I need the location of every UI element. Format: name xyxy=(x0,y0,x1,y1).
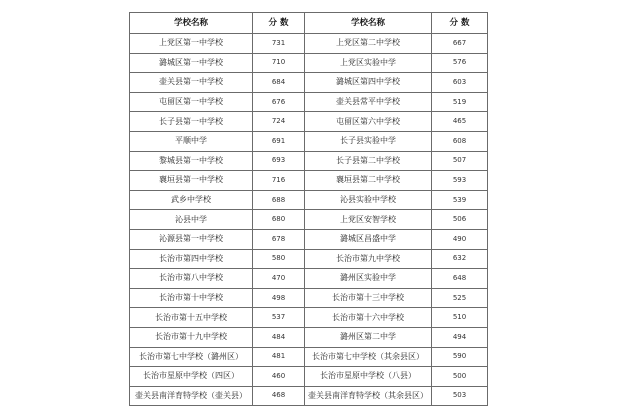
school-name-right-cell: 长治市第七中学校（其余县区） xyxy=(305,347,432,367)
score-right-cell: 590 xyxy=(432,347,488,367)
table-row xyxy=(130,367,488,387)
score-left-cell: 470 xyxy=(253,269,305,289)
school-name-right-cell: 长治市星原中学校（八县） xyxy=(305,367,432,387)
school-name-right-cell: 襄垣县第二中学校 xyxy=(305,171,432,191)
school-name-left-cell: 长子县第一中学校 xyxy=(130,112,253,132)
header-school-name-left: 学校名称 xyxy=(130,13,253,34)
score-right-cell: 519 xyxy=(432,92,488,112)
school-name-right-cell: 沁县实验中学校 xyxy=(305,190,432,210)
table-row xyxy=(130,386,488,406)
table-row xyxy=(130,112,488,132)
table-row xyxy=(130,73,488,93)
score-right-cell: 576 xyxy=(432,53,488,73)
table-row xyxy=(130,210,488,230)
school-name-left-cell: 壶关县第一中学校 xyxy=(130,73,253,93)
score-left-cell: 688 xyxy=(253,190,305,210)
table-row xyxy=(130,269,488,289)
school-name-left-cell: 武乡中学校 xyxy=(130,190,253,210)
score-left-cell: 580 xyxy=(253,249,305,269)
school-name-right-cell: 长子县实验中学 xyxy=(305,131,432,151)
score-right-cell: 667 xyxy=(432,34,488,54)
school-name-right-cell: 潞州区实验中学 xyxy=(305,269,432,289)
school-name-left-cell: 潞城区第一中学校 xyxy=(130,53,253,73)
school-name-right-cell: 长子县第二中学校 xyxy=(305,151,432,171)
table-row xyxy=(130,190,488,210)
score-left-cell: 484 xyxy=(253,327,305,347)
score-left-cell: 676 xyxy=(253,92,305,112)
school-name-left-cell: 平顺中学 xyxy=(130,131,253,151)
table-row xyxy=(130,171,488,191)
school-name-left-cell: 长治市第十九中学校 xyxy=(130,327,253,347)
school-name-left-cell: 沁源县第一中学校 xyxy=(130,229,253,249)
school-name-right-cell: 壶关县常平中学校 xyxy=(305,92,432,112)
score-right-cell: 503 xyxy=(432,386,488,406)
school-name-left-cell: 长治市星原中学校（四区） xyxy=(130,367,253,387)
school-name-left-cell: 屯留区第一中学校 xyxy=(130,92,253,112)
header-score-right: 分 数 xyxy=(432,13,488,34)
header-school-name-right: 学校名称 xyxy=(305,13,432,34)
school-name-left-cell: 襄垣县第一中学校 xyxy=(130,171,253,191)
table-row xyxy=(130,347,488,367)
score-left-cell: 680 xyxy=(253,210,305,230)
school-name-left-cell: 黎城县第一中学校 xyxy=(130,151,253,171)
score-left-cell: 537 xyxy=(253,308,305,328)
school-name-left-cell: 长治市第十中学校 xyxy=(130,288,253,308)
table-row xyxy=(130,131,488,151)
school-scores-table xyxy=(129,12,488,406)
score-left-cell: 481 xyxy=(253,347,305,367)
score-left-cell: 678 xyxy=(253,229,305,249)
score-right-cell: 608 xyxy=(432,131,488,151)
school-name-right-cell: 长治市第十三中学校 xyxy=(305,288,432,308)
score-right-cell: 603 xyxy=(432,73,488,93)
school-name-right-cell: 潞州区第二中学 xyxy=(305,327,432,347)
table-row xyxy=(130,249,488,269)
score-right-cell: 593 xyxy=(432,171,488,191)
score-left-cell: 691 xyxy=(253,131,305,151)
score-left-cell: 460 xyxy=(253,367,305,387)
table-row xyxy=(130,288,488,308)
header-score-left: 分 数 xyxy=(253,13,305,34)
score-right-cell: 490 xyxy=(432,229,488,249)
school-name-left-cell: 长治市第四中学校 xyxy=(130,249,253,269)
table-row xyxy=(130,327,488,347)
table-header-row xyxy=(130,13,488,34)
score-right-cell: 494 xyxy=(432,327,488,347)
school-name-left-cell: 沁县中学 xyxy=(130,210,253,230)
score-left-cell: 724 xyxy=(253,112,305,132)
score-right-cell: 500 xyxy=(432,367,488,387)
score-left-cell: 716 xyxy=(253,171,305,191)
school-name-right-cell: 潞城区昌盛中学 xyxy=(305,229,432,249)
table-row xyxy=(130,151,488,171)
score-right-cell: 507 xyxy=(432,151,488,171)
school-name-right-cell: 长治市第九中学校 xyxy=(305,249,432,269)
score-left-cell: 498 xyxy=(253,288,305,308)
school-name-right-cell: 潞城区第四中学校 xyxy=(305,73,432,93)
school-name-right-cell: 壶关县南洋育特学校（其余县区） xyxy=(305,386,432,406)
school-name-right-cell: 长治市第十六中学校 xyxy=(305,308,432,328)
school-name-left-cell: 长治市第十五中学校 xyxy=(130,308,253,328)
school-name-right-cell: 屯留区第六中学校 xyxy=(305,112,432,132)
score-left-cell: 710 xyxy=(253,53,305,73)
school-name-left-cell: 长治市第八中学校 xyxy=(130,269,253,289)
score-right-cell: 539 xyxy=(432,190,488,210)
score-left-cell: 684 xyxy=(253,73,305,93)
school-name-right-cell: 上党区第二中学校 xyxy=(305,34,432,54)
score-right-cell: 465 xyxy=(432,112,488,132)
score-right-cell: 506 xyxy=(432,210,488,230)
school-name-left-cell: 壶关县南洋育特学校（壶关县） xyxy=(130,386,253,406)
school-name-left-cell: 长治市第七中学校（潞州区） xyxy=(130,347,253,367)
score-right-cell: 632 xyxy=(432,249,488,269)
school-name-left-cell: 上党区第一中学校 xyxy=(130,34,253,54)
table-row xyxy=(130,53,488,73)
score-right-cell: 525 xyxy=(432,288,488,308)
score-left-cell: 468 xyxy=(253,386,305,406)
table-row xyxy=(130,34,488,54)
score-left-cell: 693 xyxy=(253,151,305,171)
score-right-cell: 510 xyxy=(432,308,488,328)
table-row xyxy=(130,92,488,112)
school-name-right-cell: 上党区安智学校 xyxy=(305,210,432,230)
school-name-right-cell: 上党区实验中学 xyxy=(305,53,432,73)
table-row xyxy=(130,229,488,249)
score-right-cell: 648 xyxy=(432,269,488,289)
score-left-cell: 731 xyxy=(253,34,305,54)
table-row xyxy=(130,308,488,328)
